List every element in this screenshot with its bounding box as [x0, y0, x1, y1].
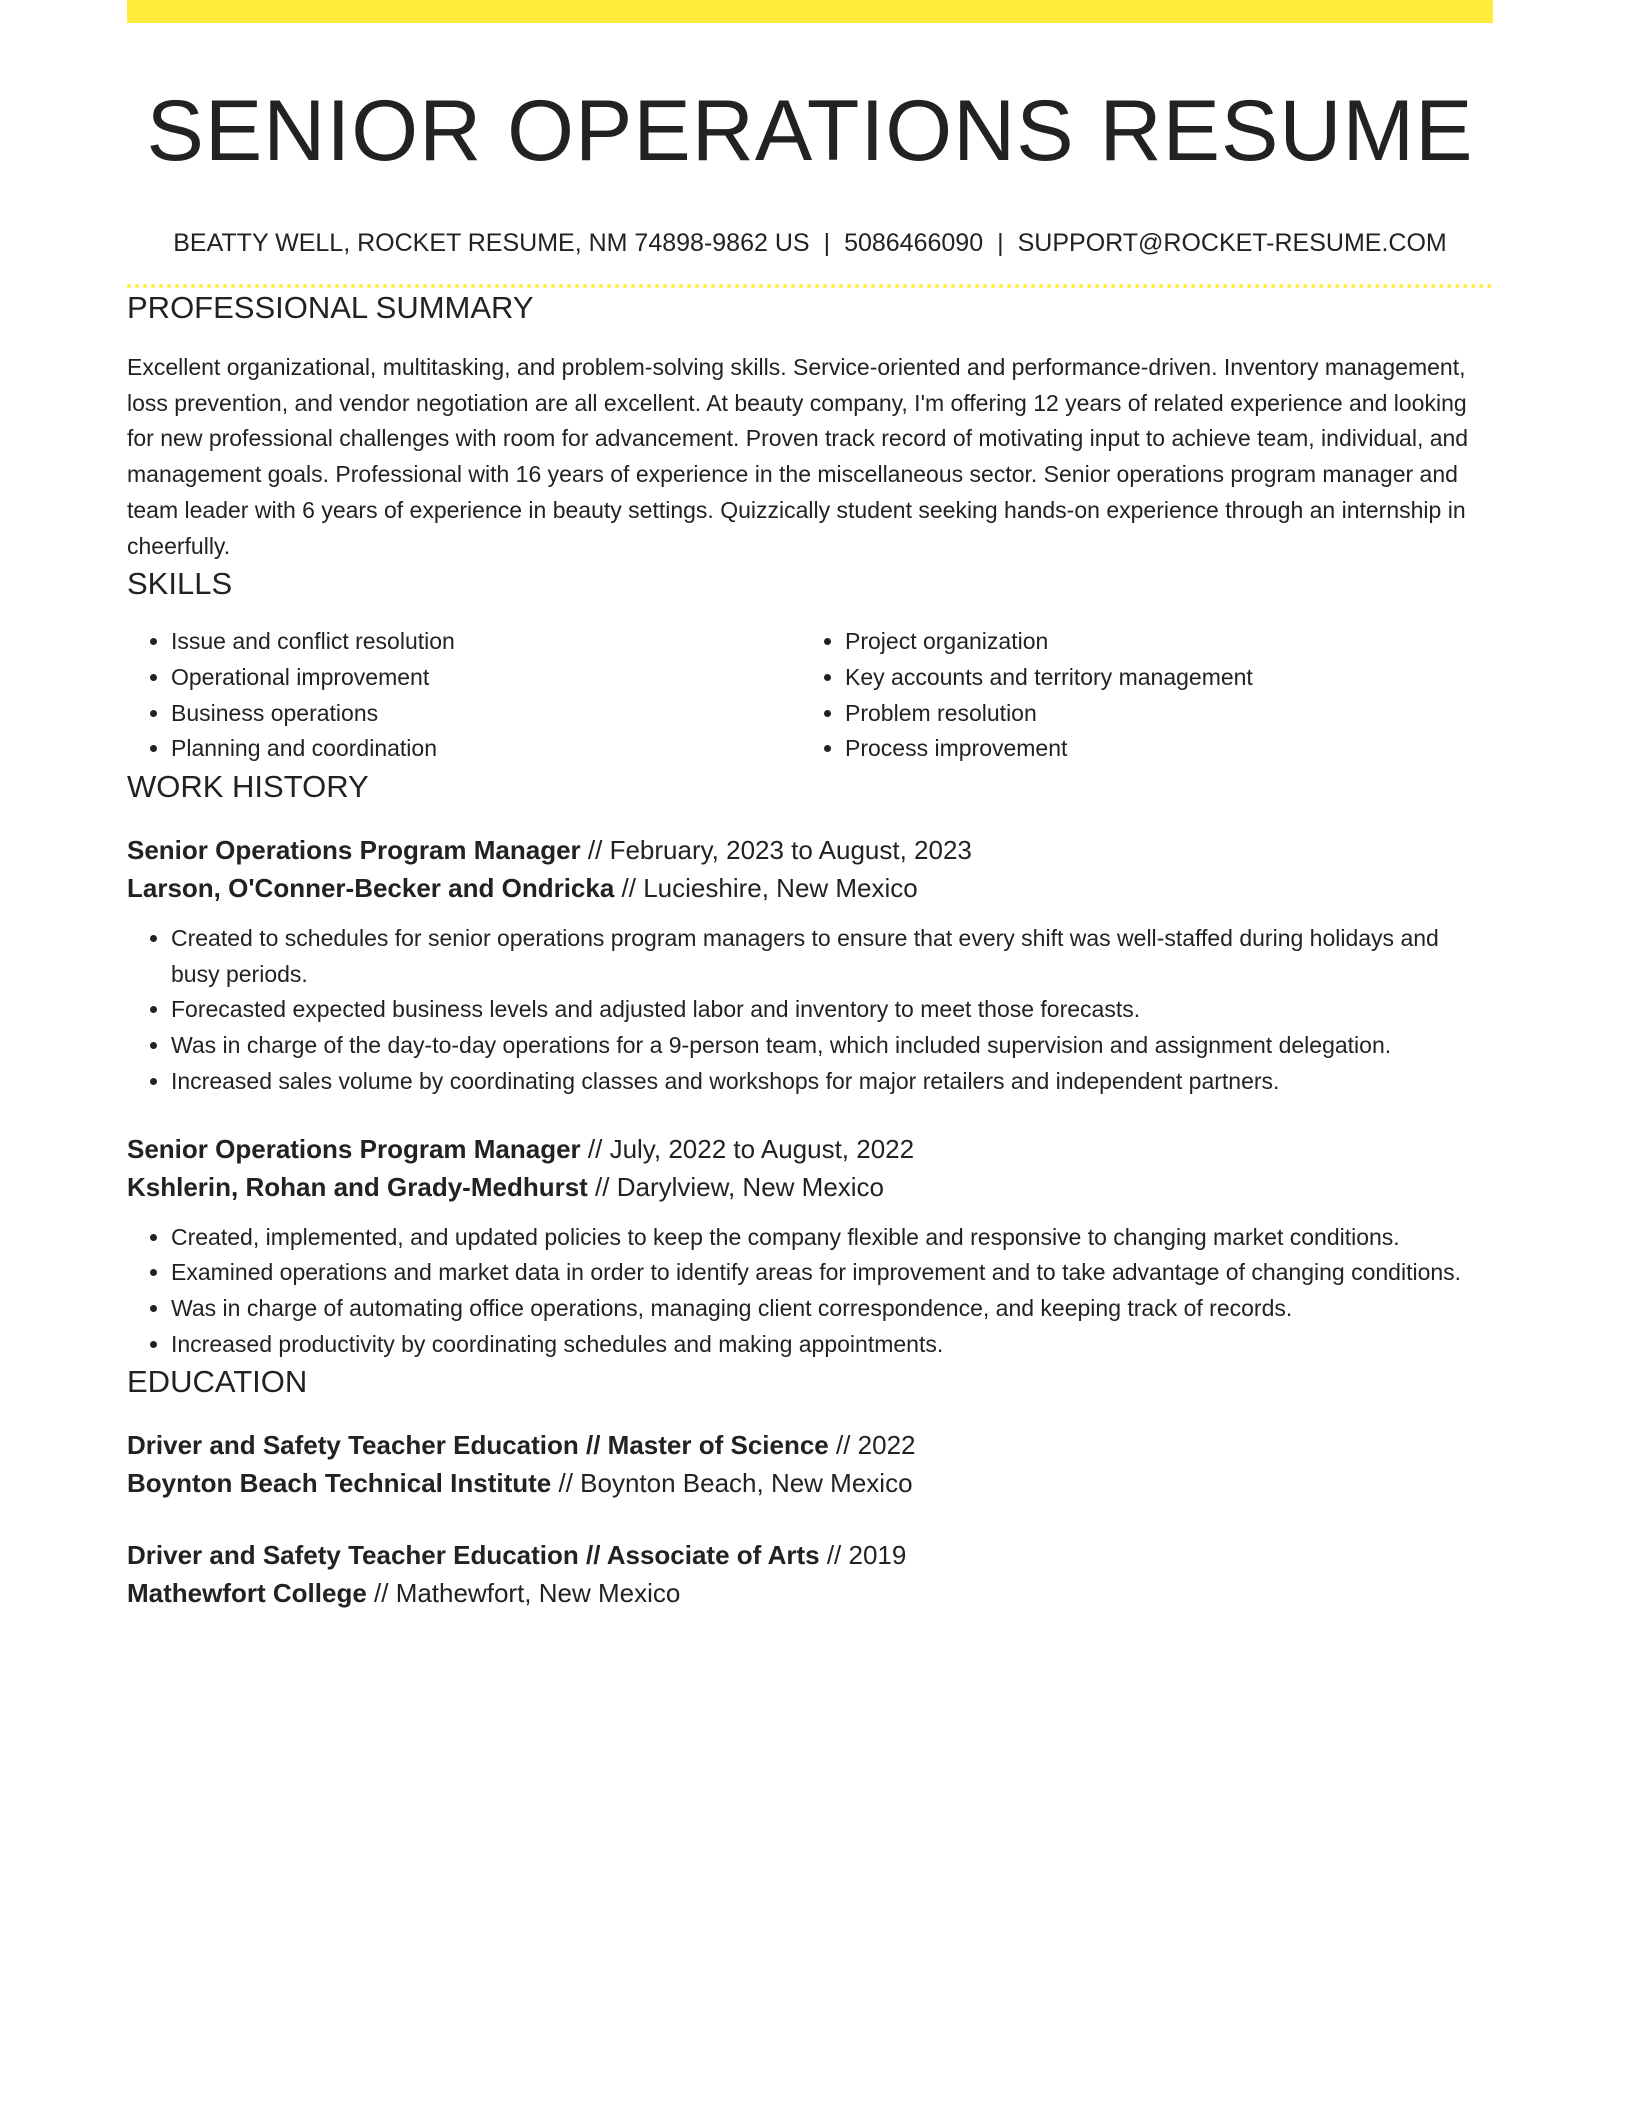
job-bullet: • Increased productivity by coordinating schedules and making appointments.	[171, 1327, 1493, 1363]
job-title-line	[127, 831, 1493, 869]
job-bullet: • Examined operations and market data in order to identify areas for improvement and to take advantage of changing conditions.	[171, 1255, 1493, 1291]
job-dates: // February, 2023 to August, 2023	[580, 835, 972, 866]
job-bullet: • Was in charge of automating office operations, managing client correspondence, and keeping track of records.	[171, 1291, 1493, 1327]
education-degree-line	[127, 1536, 1493, 1574]
education-school-line	[127, 1464, 1493, 1502]
contact-separator: |	[997, 229, 1004, 257]
job-bullets	[127, 1220, 1493, 1363]
contact-email: SUPPORT@ROCKET-RESUME.COM	[1017, 229, 1447, 257]
skill-item: • Planning and coordination	[171, 731, 801, 767]
top-accent-bar	[127, 0, 1493, 23]
education-location: // Mathewfort, New Mexico	[366, 1578, 681, 1609]
job-dates: // July, 2022 to August, 2022	[580, 1133, 915, 1164]
skill-item: • Process improvement	[845, 731, 1475, 767]
job-company-line	[127, 869, 1493, 907]
education-degree: Driver and Safety Teacher Education // Master of Science	[127, 1430, 829, 1461]
resume-page	[127, 0, 1493, 1612]
job-bullet: • Created to schedules for senior operations program managers to ensure that every shift was well-staffed during holidays and busy periods.	[171, 921, 1493, 992]
job-location: // Lucieshire, New Mexico	[614, 873, 918, 904]
job-bullet: • Forecasted expected business levels and adjusted labor and inventory to meet those forecasts.	[171, 992, 1493, 1028]
job-title: Senior Operations Program Manager	[127, 1133, 581, 1164]
job-company: Larson, O'Conner-Becker and Ondricka	[127, 873, 615, 904]
education-entry	[127, 1426, 1493, 1502]
skill-item: • Operational improvement	[171, 660, 801, 696]
job-entry	[127, 1130, 1493, 1363]
job-bullet: • Created, implemented, and updated policies to keep the company flexible and responsive to changing market conditions.	[171, 1220, 1493, 1256]
job-bullet: • Increased sales volume by coordinating classes and workshops for major retailers and independent partners.	[171, 1064, 1493, 1100]
job-company: Kshlerin, Rohan and Grady-Medhurst	[127, 1171, 588, 1202]
education-location: // Boynton Beach, New Mexico	[551, 1468, 913, 1499]
job-bullets	[127, 921, 1493, 1100]
job-entry	[127, 831, 1493, 1100]
contact-phone: 5086466090	[844, 229, 984, 257]
skills-heading: SKILLS	[127, 566, 233, 602]
skill-item: • Project organization	[845, 624, 1475, 660]
summary-text: Excellent organizational, multitasking, and problem-solving skills. Service-oriented and performance-driven. Inventory management, loss prevention, and vendor negotiation are all excellent. At beauty company, I'm offering 12 years of related experience and looking for new professional challenges with room for advancement. Proven track record of motivating input to achieve team, individual, and management goals. Professional with 16 years of experience in the miscellaneous sector. Senior operations program manager and team leader with 6 years of experience in beauty settings. Quizzically student seeking hands-on experience through an internship in cheerfully.	[127, 354, 1469, 559]
contact-address: BEATTY WELL, ROCKET RESUME, NM 74898-9862 US	[173, 229, 810, 257]
education-year: // 2019	[819, 1540, 907, 1571]
job-bullet: • Was in charge of the day-to-day operations for a 9-person team, which included supervision and assignment delegation.	[171, 1028, 1493, 1064]
job-location: // Darylview, New Mexico	[587, 1171, 885, 1202]
skill-item: • Issue and conflict resolution	[171, 624, 801, 660]
resume-title: SENIOR OPERATIONS RESUME	[146, 83, 1474, 179]
education-school: Boynton Beach Technical Institute	[127, 1468, 552, 1499]
education-heading: EDUCATION	[127, 1364, 308, 1400]
contact-line	[127, 227, 1493, 259]
skill-item: • Key accounts and territory management	[845, 660, 1475, 696]
work-history-heading: WORK HISTORY	[127, 769, 369, 805]
education-degree-line	[127, 1426, 1493, 1464]
job-title-line	[127, 1130, 1493, 1168]
skills-list	[127, 624, 1493, 767]
skill-item: • Business operations	[171, 696, 801, 732]
education-degree: Driver and Safety Teacher Education // Associate of Arts	[127, 1540, 820, 1571]
education-entry	[127, 1536, 1493, 1612]
job-title: Senior Operations Program Manager	[127, 835, 581, 866]
education-school-line	[127, 1574, 1493, 1612]
summary-heading: PROFESSIONAL SUMMARY	[127, 290, 534, 325]
education-school: Mathewfort College	[127, 1578, 367, 1609]
job-company-line	[127, 1168, 1493, 1206]
skills-column-right	[801, 624, 1475, 767]
skill-item: • Problem resolution	[845, 696, 1475, 732]
contact-separator: |	[823, 229, 831, 257]
skills-column-left	[127, 624, 801, 767]
education-year: // 2022	[828, 1430, 916, 1461]
